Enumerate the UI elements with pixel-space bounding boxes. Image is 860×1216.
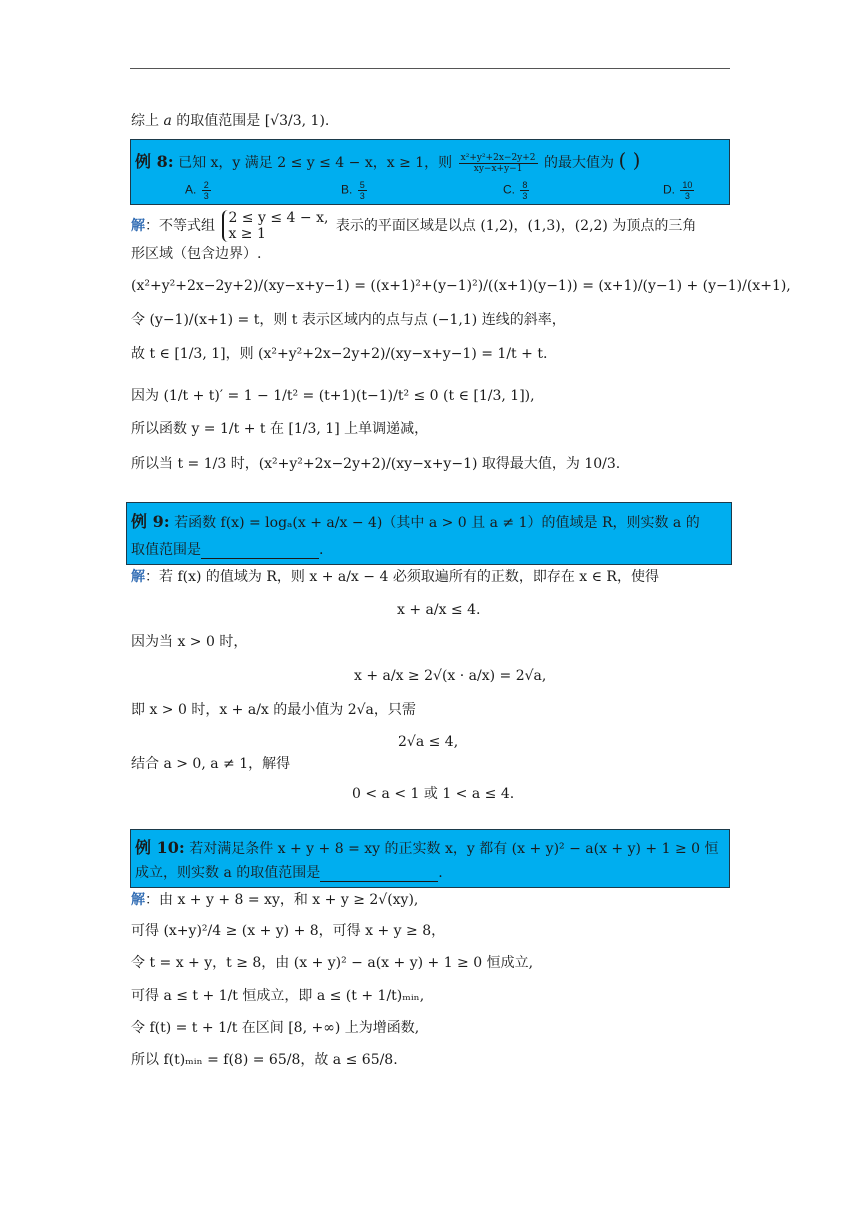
answer-blank[interactable] <box>201 544 319 559</box>
example-8-stem-pre: 已知 x，y 满足 2 ≤ y ≤ 4 − x，x ≥ 1，则 <box>178 155 453 171</box>
example-8-stem-post: 的最大值为 <box>543 155 614 171</box>
intro-prefix: 综上 <box>131 113 164 129</box>
example-10-label: 例 10: <box>135 838 185 857</box>
example-9-stem-1: 例 9: 若函数 f(x) = logₐ(x + a/x − 4)（其中 a > 0 且 a ≠ 1）的值域是 R，则实数 a 的 <box>131 512 700 531</box>
option-b[interactable]: B. $\frac{5}{3}$ <box>341 180 365 201</box>
ex10-sol-line-4: 可得 a ≤ t + 1/t 恒成立，即 a ≤ (t + 1/t)ₘᵢₙ, <box>131 988 425 1004</box>
intro-range: [√3/3, 1). <box>264 113 330 129</box>
ex10-sol-line-3: 令 t = x + y，t ≥ 8，由 (x + y)² − a(x + y) + 1 ≥ 0 恒成立, <box>131 955 534 971</box>
example-9-stem-2: 取值范围是 . <box>131 542 324 558</box>
example-9-label: 例 9: <box>131 512 170 531</box>
ex8-sol-line-3: (x²+y²+2x−2y+2)/(xy−x+y−1) = ((x+1)²+(y−1)²)/((x+1)(y−1)) = (x+1)/(y−1) + (y−1)/(x+1), <box>131 278 791 294</box>
solution-label: 解 <box>131 569 145 585</box>
ex8-sol-line-5: 故 t ∈ [1/3, 1]，则 (x²+y²+2x−2y+2)/(xy−x+y−1) = 1/t + t. <box>131 346 548 362</box>
option-d[interactable]: D. $\frac{10}{3}$ <box>663 180 693 201</box>
ex10-sol-line-1: 解：由 x + y + 8 = xy，和 x + y ≥ 2√(xy), <box>131 892 419 908</box>
ex10-sol-line-5: 令 f(t) = t + 1/t 在区间 [8, +∞) 上为增函数, <box>131 1020 420 1036</box>
option-c[interactable]: C. $\frac{8}{3}$ <box>503 180 528 201</box>
intro-var: a <box>163 113 172 129</box>
ex9-sol-line-1: 解：若 f(x) 的值域为 R，则 x + a/x − 4 必须取遍所有的正数，即存在 x ∈ R，使得 <box>131 569 659 585</box>
answer-paren: ( ) <box>618 148 641 172</box>
ex9-eq-2: x + a/x ≥ 2√(x · a/x) = 2√a, <box>354 668 547 684</box>
example-10-stem-1: 例 10: 若对满足条件 x + y + 8 = xy 的正实数 x，y 都有 (x + y)² − a(x + y) + 1 ≥ 0 恒 <box>135 838 719 857</box>
ex9-sol-line-4: 结合 a > 0, a ≠ 1，解得 <box>131 756 291 772</box>
example-8-label: 例 8: <box>135 152 174 171</box>
ex9-eq-1: x + a/x ≤ 4. <box>397 602 481 618</box>
ex8-sol-line-6: 因为 (1/t + t)′ = 1 − 1/t² = (t+1)(t−1)/t² ≤ 0 (t ∈ [1/3, 1]), <box>131 388 535 404</box>
intro-line <box>131 110 329 132</box>
ex9-sol-line-2: 因为当 x > 0 时， <box>131 634 248 650</box>
answer-blank[interactable] <box>320 867 438 882</box>
header-rule <box>130 68 730 69</box>
ex9-eq-4: 0 < a < 1 或 1 < a ≤ 4. <box>352 786 515 802</box>
solution-label: 解 <box>131 218 145 234</box>
example-8-box <box>130 139 730 205</box>
ex8-sol-line-4: 令 (y−1)/(x+1) = t，则 t 表示区域内的点与点 (−1,1) 连线的斜率， <box>131 312 566 328</box>
option-a[interactable]: A. $\frac{2}{3}$ <box>185 180 209 201</box>
example-8-stem <box>135 148 640 174</box>
ex8-sol-line-2: 形区域（包含边界）. <box>131 246 262 262</box>
ex8-sol-line-8: 所以当 t = 1/3 时，(x²+y²+2x−2y+2)/(xy−x+y−1) 取得最大值，为 10/3. <box>131 456 621 472</box>
ex8-sol-line-1: 解：不等式组 2 ≤ y ≤ 4 − x, x ≥ 1 表示的平面区域是以点 (1,2)，(1,3)，(2,2) 为顶点的三角 <box>131 210 697 242</box>
ex10-sol-line-6: 所以 f(t)ₘᵢₙ = f(8) = 65/8，故 a ≤ 65/8. <box>131 1052 398 1068</box>
ex9-eq-3: 2√a ≤ 4, <box>398 734 459 750</box>
example-10-box <box>130 829 730 888</box>
example-10-stem-2: 成立，则实数 a 的取值范围是 . <box>135 865 443 881</box>
intro-mid: 的取值范围是 <box>171 113 265 129</box>
example-8-fraction: $\frac{\text{x²+y²+2x−2y+2}}{xy-x+y-1}$ <box>460 152 536 174</box>
ex10-sol-line-2: 可得 (x+y)²/4 ≥ (x + y) + 8，可得 x + y ≥ 8， <box>131 923 446 939</box>
example-9-box <box>126 502 732 565</box>
inequality-system: 2 ≤ y ≤ 4 − x, x ≥ 1 <box>222 210 328 242</box>
ex8-sol-line-7: 所以函数 y = 1/t + t 在 [1/3, 1] 上单调递减， <box>131 421 429 437</box>
solution-label: 解 <box>131 892 145 908</box>
ex9-sol-line-3: 即 x > 0 时，x + a/x 的最小值为 2√a，只需 <box>131 702 416 718</box>
